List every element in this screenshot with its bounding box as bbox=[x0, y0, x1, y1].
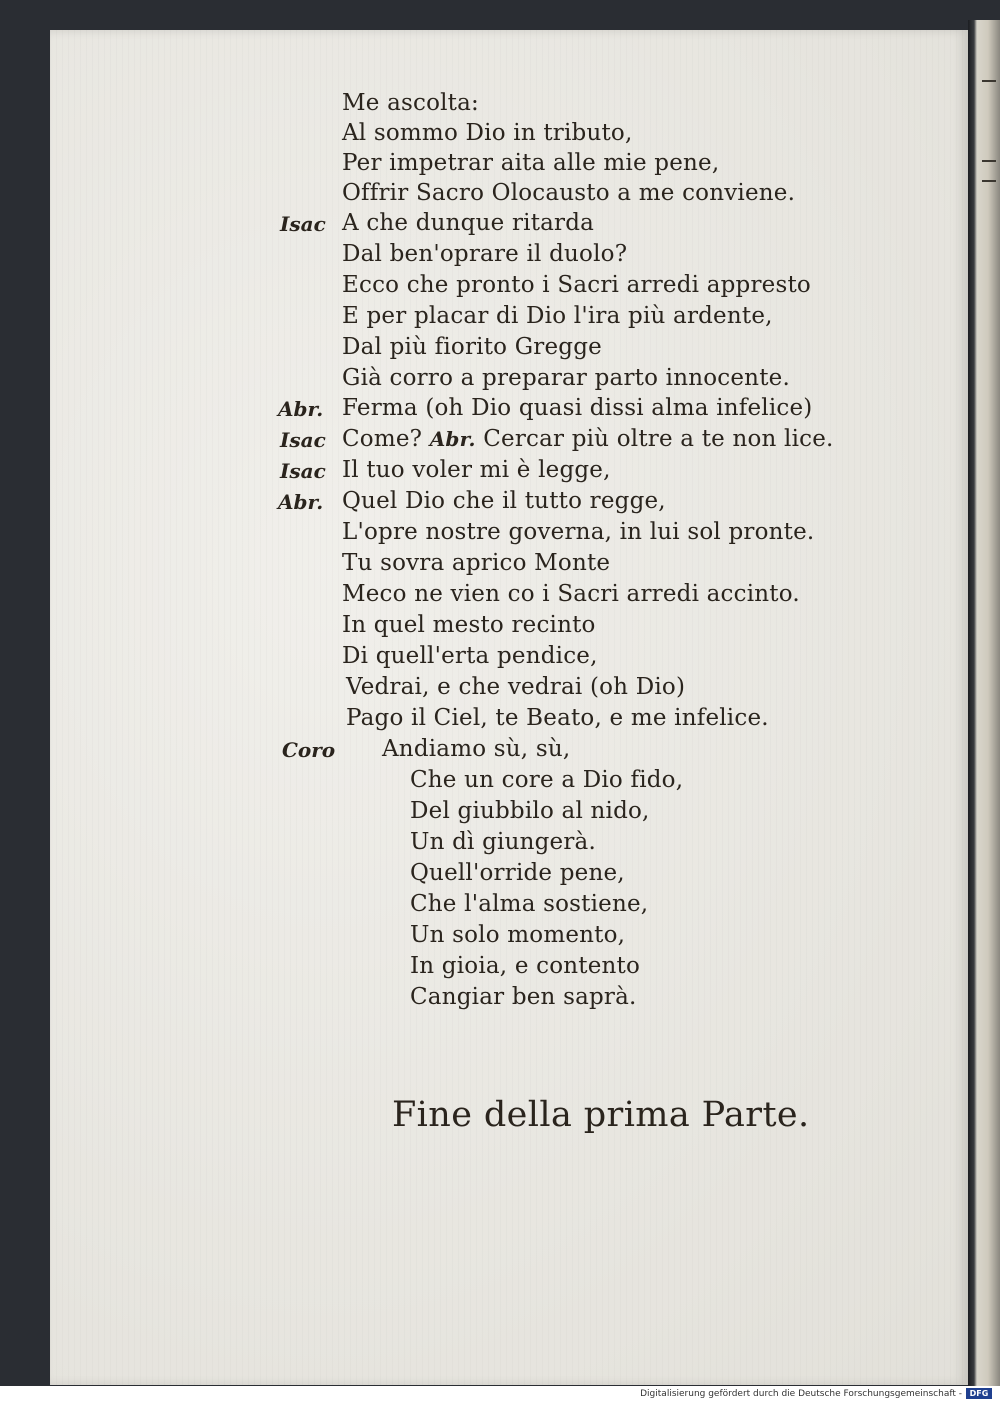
text-line: Il tuo voler mi è legge, bbox=[342, 457, 611, 483]
inline-speaker-label: Abr. bbox=[429, 427, 476, 451]
text-line: Per impetrar aita alle mie pene, bbox=[342, 150, 720, 176]
coro-verse: Che l'alma sostiene, bbox=[410, 891, 649, 917]
coro-verse: Un dì giungerà. bbox=[410, 829, 596, 855]
text-line: Di quell'erta pendice, bbox=[342, 643, 598, 669]
speaker-label: Abr. bbox=[278, 397, 324, 421]
text-line: Vedrai, e che vedrai (oh Dio) bbox=[346, 674, 686, 700]
coro-verse: Che un core a Dio fido, bbox=[410, 767, 684, 793]
text-line: A che dunque ritarda bbox=[342, 210, 595, 236]
coro-first-line: Andiamo sù, sù, bbox=[382, 736, 571, 762]
text-line: In quel mesto recinto bbox=[342, 612, 596, 638]
dfg-logo-icon: DFG bbox=[966, 1388, 992, 1399]
coro-verse: In gioia, e contento bbox=[410, 953, 641, 979]
text-line: Dal ben'oprare il duolo? bbox=[342, 241, 628, 267]
speaker-label: Isac bbox=[280, 459, 326, 483]
text-line: Ferma (oh Dio quasi dissi alma infelice) bbox=[342, 395, 813, 421]
text-line: Quel Dio che il tutto regge, bbox=[342, 488, 666, 514]
coro-verse: Del giubbilo al nido, bbox=[410, 798, 650, 824]
coro-verse: Un solo momento, bbox=[410, 922, 626, 948]
text-line: Tu sovra aprico Monte bbox=[342, 550, 611, 576]
text-line: L'opre nostre governa, in lui sol pronte. bbox=[342, 519, 815, 545]
speaker-label-coro: Coro bbox=[282, 738, 336, 762]
text-fragment: Come? bbox=[342, 426, 423, 452]
text-fragment: Cercar più oltre a te non lice. bbox=[483, 426, 834, 452]
text-line: Pago il Ciel, te Beato, e me infelice. bbox=[346, 705, 769, 731]
text-line bbox=[342, 424, 834, 455]
text-line: Al sommo Dio in tributo, bbox=[342, 120, 633, 146]
speaker-label: Abr. bbox=[278, 490, 324, 514]
section-end-heading: Fine della prima Parte. bbox=[392, 1095, 810, 1135]
text-line: Dal più fiorito Gregge bbox=[342, 334, 602, 360]
coro-verse: Quell'orride pene, bbox=[410, 860, 625, 886]
text-line: Già corro a preparar parto innocente. bbox=[342, 365, 790, 391]
coro-verse: Cangiar ben saprà. bbox=[410, 984, 637, 1010]
speaker-label: Isac bbox=[280, 428, 326, 452]
text-line: Meco ne vien co i Sacri arredi accinto. bbox=[342, 581, 800, 607]
text-line: Offrir Sacro Olocausto a me conviene. bbox=[342, 180, 796, 206]
text-line: Me ascolta: bbox=[342, 90, 479, 116]
text-line: E per placar di Dio l'ira più ardente, bbox=[342, 303, 773, 329]
text-line: Ecco che pronto i Sacri arredi appresto bbox=[342, 272, 811, 298]
footer-credit: Digitalisierung gefördert durch die Deutsche Forschungsgemeinschaft - bbox=[640, 1389, 962, 1399]
speaker-label: Isac bbox=[280, 212, 326, 236]
